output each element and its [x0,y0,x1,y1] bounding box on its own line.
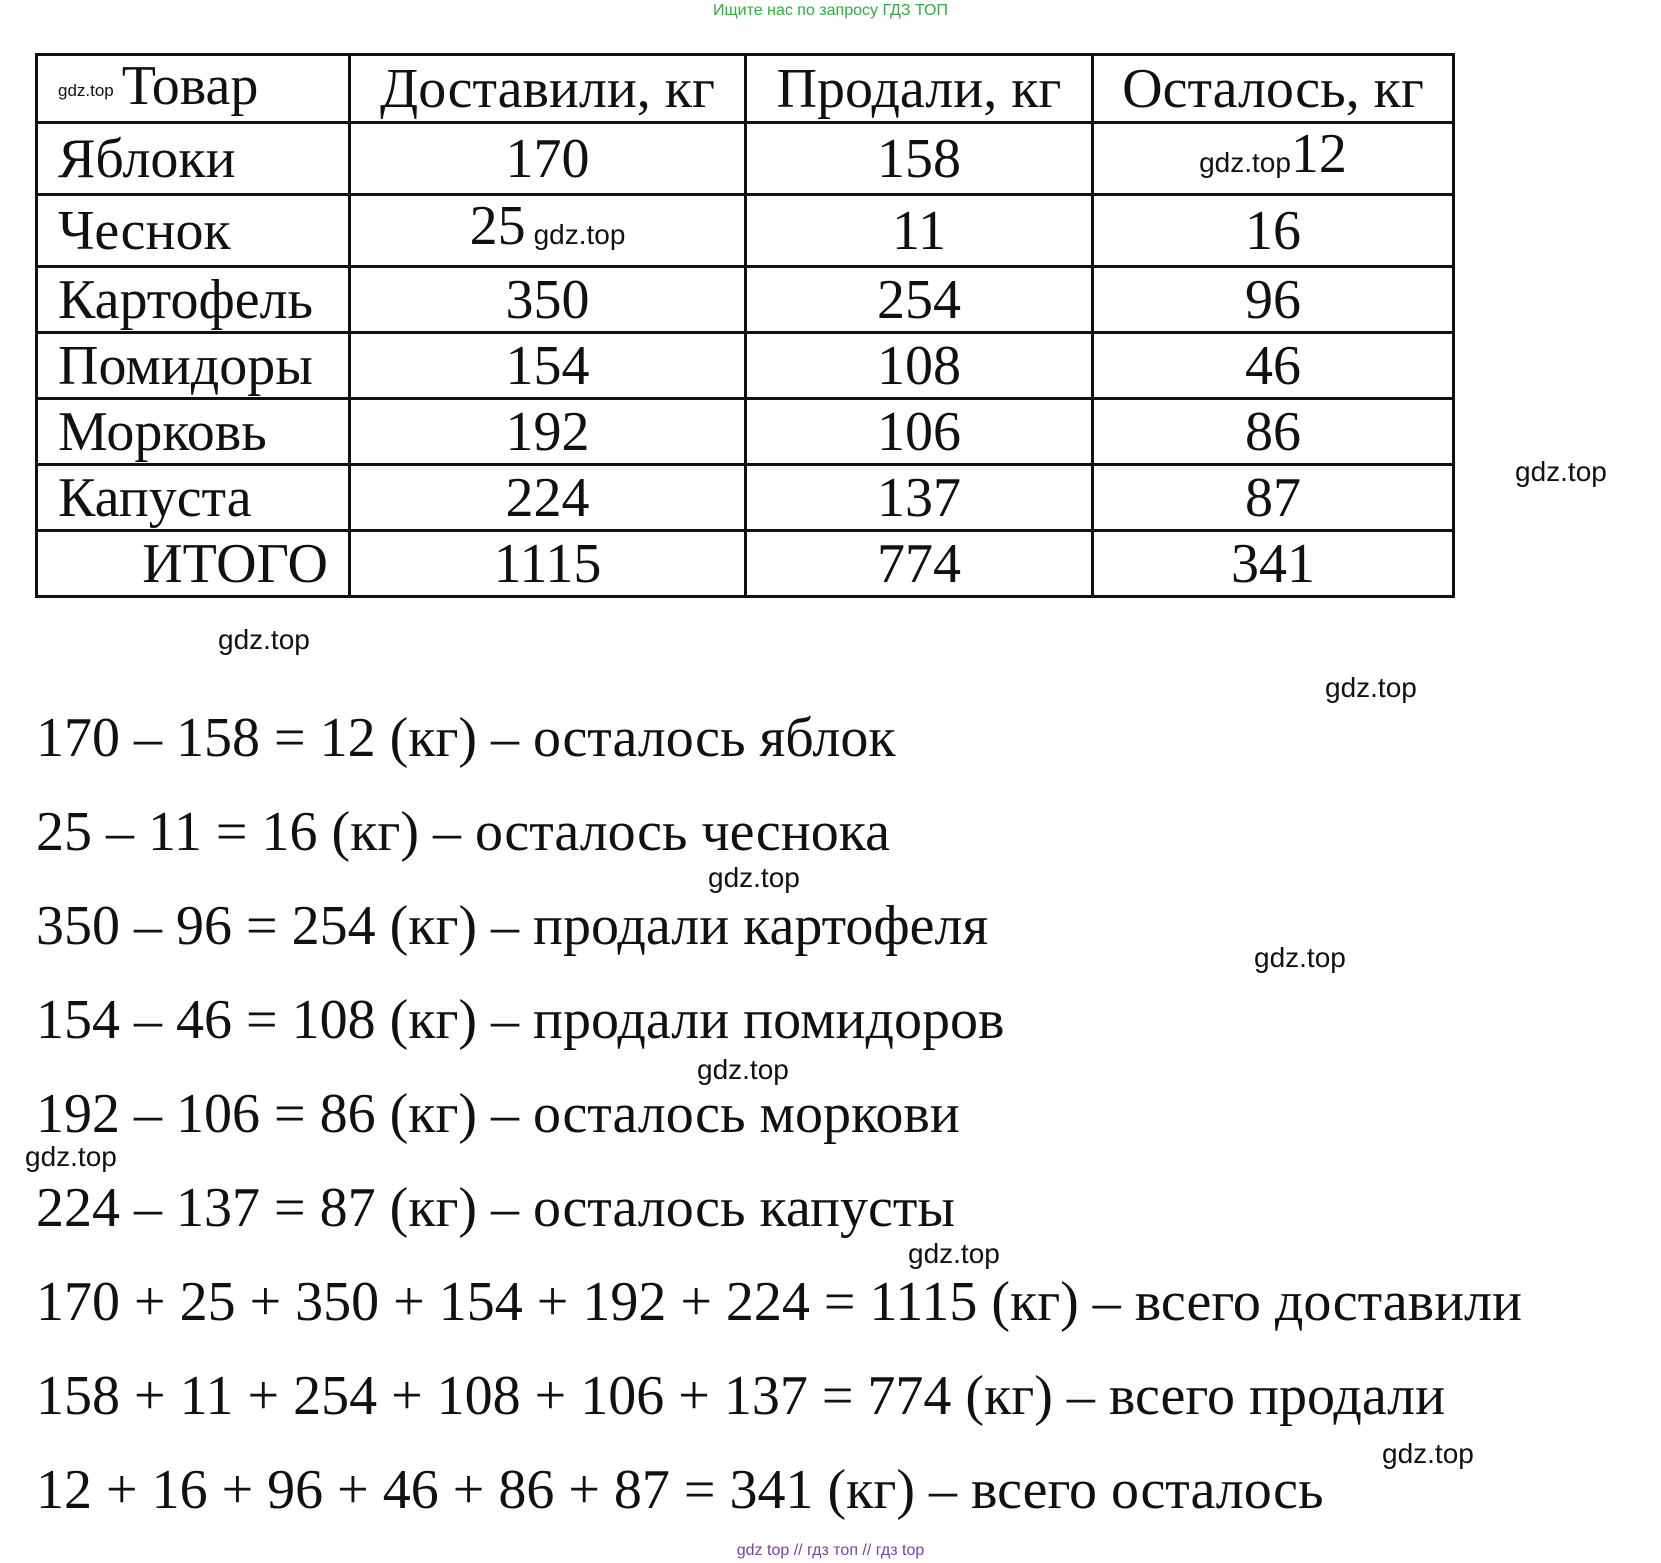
watermark-inline: gdz.top [533,219,626,251]
cell-name: Морковь [37,399,350,465]
cell-delivered: 170 [350,123,746,195]
cell-left: 46 [1093,333,1454,399]
table-row [37,333,1454,399]
watermark: gdz.top [697,1054,789,1085]
equation-line: 12 + 16 + 96 + 46 + 86 + 87 = 341 (кг) – всего осталось [36,1459,1324,1521]
watermark-inline: gdz.top [1199,147,1291,179]
cell-sold: 11 [746,195,1093,267]
goods-table [35,53,1455,598]
equation-line: 154 – 46 = 108 (кг) – продали помидоров [36,989,1005,1051]
cell-name: Чеснок [37,195,350,267]
cell-total-label: ИТОГО [37,531,350,597]
cell-left: 87 [1093,465,1454,531]
cell-total-delivered: 1115 [350,531,746,597]
cell-delivered: 25 gdz.top [350,195,746,267]
cell-sold: 106 [746,399,1093,465]
table-total-row [37,531,1454,597]
table-row [37,195,1454,267]
top-banner: Ищите нас по запросу ГДЗ ТОП [713,2,948,19]
header-delivered: Доставили, кг [350,55,746,123]
cell-left: 16 [1093,195,1454,267]
cell-left: 96 [1093,267,1454,333]
equation-line: 192 – 106 = 86 (кг) – осталось моркови [36,1083,960,1145]
cell-name: Помидоры [37,333,350,399]
cell-sold: 158 [746,123,1093,195]
cell-delivered: 192 [350,399,746,465]
cell-delivered: 350 [350,267,746,333]
watermark: gdz.top [908,1238,1000,1269]
cell-total-sold: 774 [746,531,1093,597]
equation-line: 170 + 25 + 350 + 154 + 192 + 224 = 1115 (кг) – всего доставили [36,1271,1522,1333]
cell-delivered: 154 [350,333,746,399]
cell-delivered: 224 [350,465,746,531]
watermark: gdz.top [1254,942,1346,973]
cell-sold: 254 [746,267,1093,333]
equation-line: 170 – 158 = 12 (кг) – осталось яблок [36,707,896,769]
header-sold: Продали, кг [746,55,1093,123]
header-goods: gdz.top Товар [37,55,350,123]
equation-line: 158 + 11 + 254 + 108 + 106 + 137 = 774 (кг) – всего продали [36,1365,1446,1427]
cell-left: 86 [1093,399,1454,465]
watermark: gdz.top [218,624,310,655]
equation-line: 25 – 11 = 16 (кг) – осталось чеснока [36,801,890,863]
table-row [37,399,1454,465]
watermark: gdz.top [25,1141,117,1172]
cell-name: Яблоки [37,123,350,195]
equation-line: 350 – 96 = 254 (кг) – продали картофеля [36,895,989,957]
table-header-row [37,55,1454,123]
cell-sold: 137 [746,465,1093,531]
table-row [37,123,1454,195]
footer-banner: gdz top // гдз топ // гдз top [736,1542,925,1559]
watermark: gdz.top [1382,1438,1474,1469]
cell-name: Картофель [37,267,350,333]
cell-sold: 108 [746,333,1093,399]
cell-left: gdz.top12 [1093,123,1454,195]
cell-total-left: 341 [1093,531,1454,597]
cell-name: Капуста [37,465,350,531]
header-left: Осталось, кг [1093,55,1454,123]
equation-line: 224 – 137 = 87 (кг) – осталось капусты [36,1177,955,1239]
watermark: gdz.top [708,862,800,893]
watermark: gdz.top [1325,672,1417,703]
watermark: gdz.top [1515,456,1607,487]
table-row [37,465,1454,531]
watermark-inline: gdz.top [58,81,114,101]
table-row [37,267,1454,333]
